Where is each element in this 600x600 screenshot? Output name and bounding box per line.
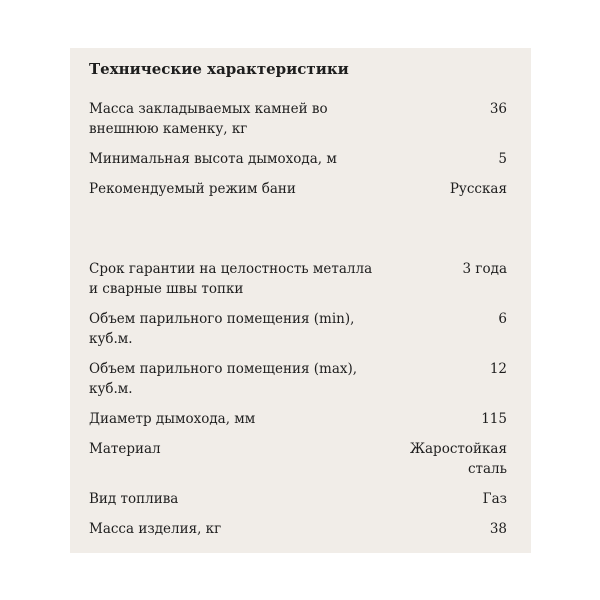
spec-value: 12 [489, 361, 507, 377]
specs-title: Технические характеристики [89, 60, 349, 78]
spec-label: Масса закладываемых камней во внешнюю каменку, кг [89, 101, 328, 137]
spec-value: 38 [489, 521, 507, 537]
spec-value: 36 [489, 101, 507, 117]
specs-card [70, 48, 531, 553]
spec-value: 5 [498, 151, 507, 167]
spec-label: Срок гарантии на целостность металла и сварные швы топки [89, 261, 373, 297]
spec-value: Русская [449, 181, 507, 197]
spec-value: Жаростойкая сталь [409, 441, 507, 477]
spec-value: 6 [498, 311, 507, 327]
spec-label: Объем парильного помещения (max), куб.м. [89, 361, 358, 397]
spec-value: 3 года [462, 261, 507, 277]
spec-value: Газ [482, 491, 507, 507]
spec-label: Объем парильного помещения (min), куб.м. [89, 311, 355, 347]
spec-label: Масса изделия, кг [89, 521, 222, 537]
spec-label: Рекомендуемый режим бани [89, 181, 296, 197]
spec-label: Диаметр дымохода, мм [89, 411, 256, 427]
spec-label: Минимальная высота дымохода, м [89, 151, 337, 167]
spec-value: 115 [481, 411, 507, 427]
spec-label: Материал [89, 441, 161, 457]
spec-label: Вид топлива [89, 491, 179, 507]
